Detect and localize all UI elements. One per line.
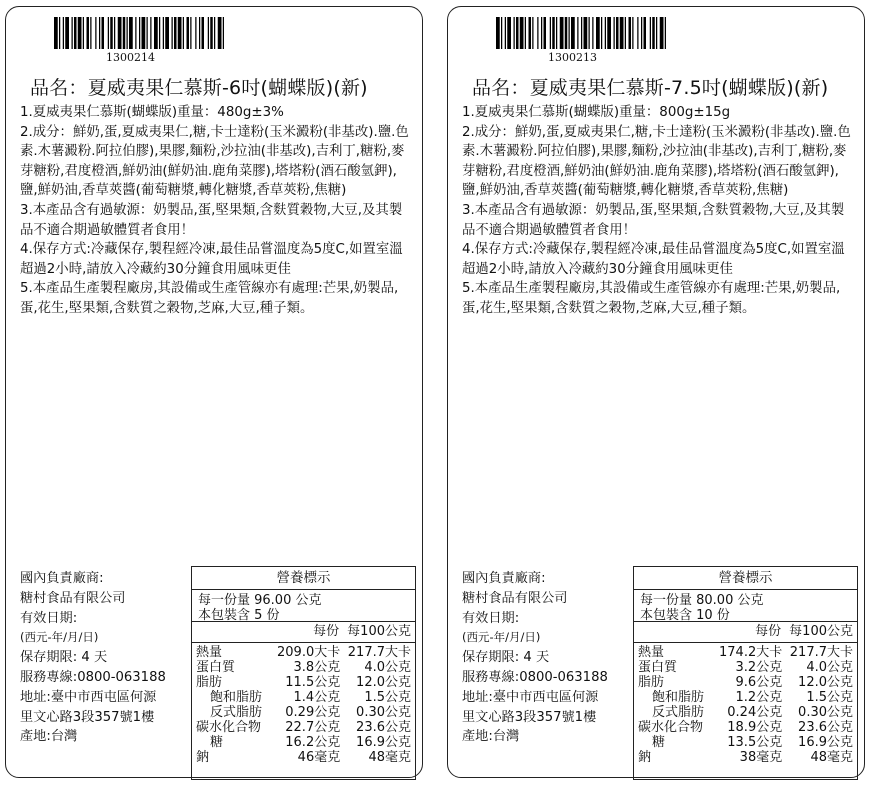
barcode (496, 17, 666, 49)
detail-item: 1.夏威夷果仁慕斯(蝴蝶版)重量：480g±3% (20, 105, 284, 120)
detail-item: 3.本產品含有過敏源：奶製品,蛋,堅果類,含麩質穀物,大豆,及其製品不適合期過敏體質者食用！ (462, 202, 845, 238)
nutrient-name: 飽和脂肪 (210, 690, 263, 705)
detail-item: 5.本產品生產製程廠房,其設備或生產管線亦有處理:芒果,奶製品,蛋,花生,堅果類,含麩質之穀物,芝麻,大豆,種子類。 (462, 281, 841, 316)
table-row (192, 720, 415, 735)
per-serving-value: 0.29公克 (285, 705, 341, 720)
expiry-label: 有效日期: (462, 610, 520, 626)
nutrient-name: 蛋白質 (638, 660, 678, 675)
per-100g-value: 217.7大卡 (347, 645, 411, 660)
service-hotline: 服務專線:0800-063188 (462, 669, 608, 685)
nutrient-name: 碳水化合物 (638, 720, 704, 735)
origin: 產地:台灣 (20, 729, 78, 745)
per-serving-value: 1.4公克 (293, 690, 341, 705)
per-100g-value: 0.30公克 (356, 705, 411, 720)
expiry-label: 有效日期: (20, 610, 78, 626)
per-serving-value: 209.0大卡 (277, 645, 341, 660)
nutrient-name: 鈉 (638, 750, 652, 765)
address-line-1: 地址:臺中市西屯區何源 (462, 689, 599, 705)
detail-item: 4.保存方式:冷藏保存,製程經冷凍,最佳品嘗溫度為5度C,如置室溫超過2小時,請放入冷藏約30分鐘食用風味更佳 (462, 242, 845, 277)
nutrition-heading: 營養標示 (634, 567, 857, 590)
table-row (634, 660, 857, 675)
per-serving-value: 9.6公克 (735, 675, 783, 690)
per-100g-value: 4.0公克 (364, 660, 411, 675)
table-row (192, 735, 415, 750)
nutrient-name: 碳水化合物 (196, 720, 262, 735)
nutrient-name: 蛋白質 (196, 660, 236, 675)
product-title: 品名：夏威夷果仁慕斯-6吋(蝴蝶版)(新) (30, 77, 368, 99)
address-line-1: 地址:臺中市西屯區何源 (20, 689, 157, 705)
product-code: 1300213 (548, 51, 597, 64)
serving-size: 每一份量 96.00 公克 (198, 593, 322, 608)
per-serving-value: 16.2公克 (285, 735, 341, 750)
per-serving-value: 0.24公克 (727, 705, 783, 720)
product-label-7-5inch (447, 6, 865, 778)
serving-info (634, 590, 857, 622)
nutrient-name: 熱量 (196, 645, 223, 660)
table-row (192, 750, 415, 765)
per-serving-value: 38毫克 (739, 750, 783, 765)
detail-item: 4.保存方式:冷藏保存,製程經冷凍,最佳品嘗溫度為5度C,如置室溫超過2小時,請放入冷藏約30分鐘食用風味更佳 (20, 242, 403, 277)
per-100g-value: 23.6公克 (798, 720, 853, 735)
manufacturer-name: 糖村食品有限公司 (462, 590, 568, 606)
table-row (192, 675, 415, 690)
servings-per-package: 本包裝含 5 份 (198, 608, 280, 623)
shelf-life: 保存期限: 4 天 (462, 650, 550, 666)
table-row (192, 660, 415, 675)
per-serving-value: 3.8公克 (293, 660, 341, 675)
per-100g-value: 48毫克 (368, 750, 411, 765)
manufacturer-info (462, 569, 637, 747)
table-row (192, 690, 415, 705)
col-per-serving: 每份 (313, 624, 340, 639)
manufacturer-info (20, 569, 195, 747)
nutrition-heading: 營養標示 (192, 567, 415, 590)
origin: 產地:台灣 (462, 729, 520, 745)
nutrient-name: 脂肪 (638, 675, 665, 690)
table-row (634, 705, 857, 720)
per-serving-value: 46毫克 (297, 750, 341, 765)
col-per-100g: 每100公克 (789, 624, 853, 639)
table-row (634, 690, 857, 705)
per-100g-value: 12.0公克 (798, 675, 853, 690)
expiry-format: (西元-年/月/日) (20, 630, 99, 645)
per-serving-value: 174.2大卡 (719, 645, 783, 660)
product-label-6inch (5, 6, 423, 778)
per-100g-value: 12.0公克 (356, 675, 411, 690)
detail-item: 3.本產品含有過敏源：奶製品,蛋,堅果類,含麩質穀物,大豆,及其製品不適合期過敏體質者食用！ (20, 202, 403, 238)
address-line-2: 里文心路3段357號1樓 (20, 709, 155, 725)
table-row (634, 720, 857, 735)
nutrient-name: 糖 (210, 735, 224, 750)
per-100g-value: 16.9公克 (798, 735, 853, 750)
nutrition-column-headers (192, 622, 415, 643)
nutrient-name: 熱量 (638, 645, 665, 660)
nutrient-name: 飽和脂肪 (652, 690, 705, 705)
manufacturer-label: 國內負責廠商: (20, 571, 104, 586)
product-details (20, 103, 412, 319)
nutrition-table (634, 645, 857, 765)
per-serving-value: 13.5公克 (727, 735, 783, 750)
nutrient-name: 鈉 (196, 750, 210, 765)
nutrient-name: 脂肪 (196, 675, 223, 690)
per-serving-value: 18.9公克 (727, 720, 783, 735)
table-row (192, 705, 415, 720)
per-100g-value: 4.0公克 (806, 660, 853, 675)
table-row (634, 645, 857, 660)
table-row (192, 645, 415, 660)
product-title: 品名：夏威夷果仁慕斯-7.5吋(蝴蝶版)(新) (472, 77, 829, 99)
detail-item: 2.成分：鮮奶,蛋,夏威夷果仁,糖,卡士達粉(玉米澱粉(非基改).鹽.色素.木薯澱粉.阿拉伯膠),果膠,麵粉,沙拉油(非基改),吉利丁,糖粉,麥芽糖粉,君度橙酒,鮮奶油(鮮奶油.鹿角菜膠),塔塔粉(酒石酸氫鉀),鹽,鮮奶油,香草莢醬(葡萄糖漿,轉化糖漿,香草莢粉,焦糖) (20, 124, 409, 199)
per-100g-value: 0.30公克 (798, 705, 853, 720)
per-100g-value: 1.5公克 (364, 690, 411, 705)
per-100g-value: 16.9公克 (356, 735, 411, 750)
table-row (634, 735, 857, 750)
col-per-serving: 每份 (755, 624, 782, 639)
nutrition-facts (633, 566, 858, 780)
nutrient-name: 反式脂肪 (210, 705, 263, 720)
nutrient-name: 糖 (652, 735, 666, 750)
per-100g-value: 48毫克 (810, 750, 853, 765)
detail-item: 2.成分：鮮奶,蛋,夏威夷果仁,糖,卡士達粉(玉米澱粉(非基改).鹽.色素.木薯澱粉.阿拉伯膠),果膠,麵粉,沙拉油(非基改),吉利丁,糖粉,麥芽糖粉,君度橙酒,鮮奶油(鮮奶油.鹿角菜膠),塔塔粉(酒石酸氫鉀),鹽,鮮奶油,香草莢醬(葡萄糖漿,轉化糖漿,香草莢粉,焦糖) (462, 124, 851, 199)
per-serving-value: 1.2公克 (735, 690, 783, 705)
serving-info (192, 590, 415, 622)
per-serving-value: 3.2公克 (735, 660, 783, 675)
nutrition-table (192, 645, 415, 765)
service-hotline: 服務專線:0800-063188 (20, 669, 166, 685)
detail-item: 1.夏威夷果仁慕斯(蝴蝶版)重量：800g±15g (462, 105, 731, 120)
per-100g-value: 23.6公克 (356, 720, 411, 735)
table-row (634, 675, 857, 690)
nutrient-name: 反式脂肪 (652, 705, 705, 720)
barcode (54, 17, 224, 49)
expiry-format: (西元-年/月/日) (462, 630, 541, 645)
table-row (634, 750, 857, 765)
address-line-2: 里文心路3段357號1樓 (462, 709, 597, 725)
col-per-100g: 每100公克 (347, 624, 411, 639)
serving-size: 每一份量 80.00 公克 (640, 593, 764, 608)
per-serving-value: 11.5公克 (285, 675, 341, 690)
product-code: 1300214 (106, 51, 155, 64)
manufacturer-label: 國內負責廠商: (462, 571, 546, 586)
servings-per-package: 本包裝含 10 份 (640, 608, 730, 623)
nutrition-column-headers (634, 622, 857, 643)
manufacturer-name: 糖村食品有限公司 (20, 590, 126, 606)
per-100g-value: 217.7大卡 (789, 645, 853, 660)
per-100g-value: 1.5公克 (806, 690, 853, 705)
shelf-life: 保存期限: 4 天 (20, 650, 108, 666)
per-serving-value: 22.7公克 (285, 720, 341, 735)
detail-item: 5.本產品生產製程廠房,其設備或生產管線亦有處理:芒果,奶製品,蛋,花生,堅果類,含麩質之穀物,芝麻,大豆,種子類。 (20, 281, 399, 316)
product-details (462, 103, 854, 319)
nutrition-facts (191, 566, 416, 780)
